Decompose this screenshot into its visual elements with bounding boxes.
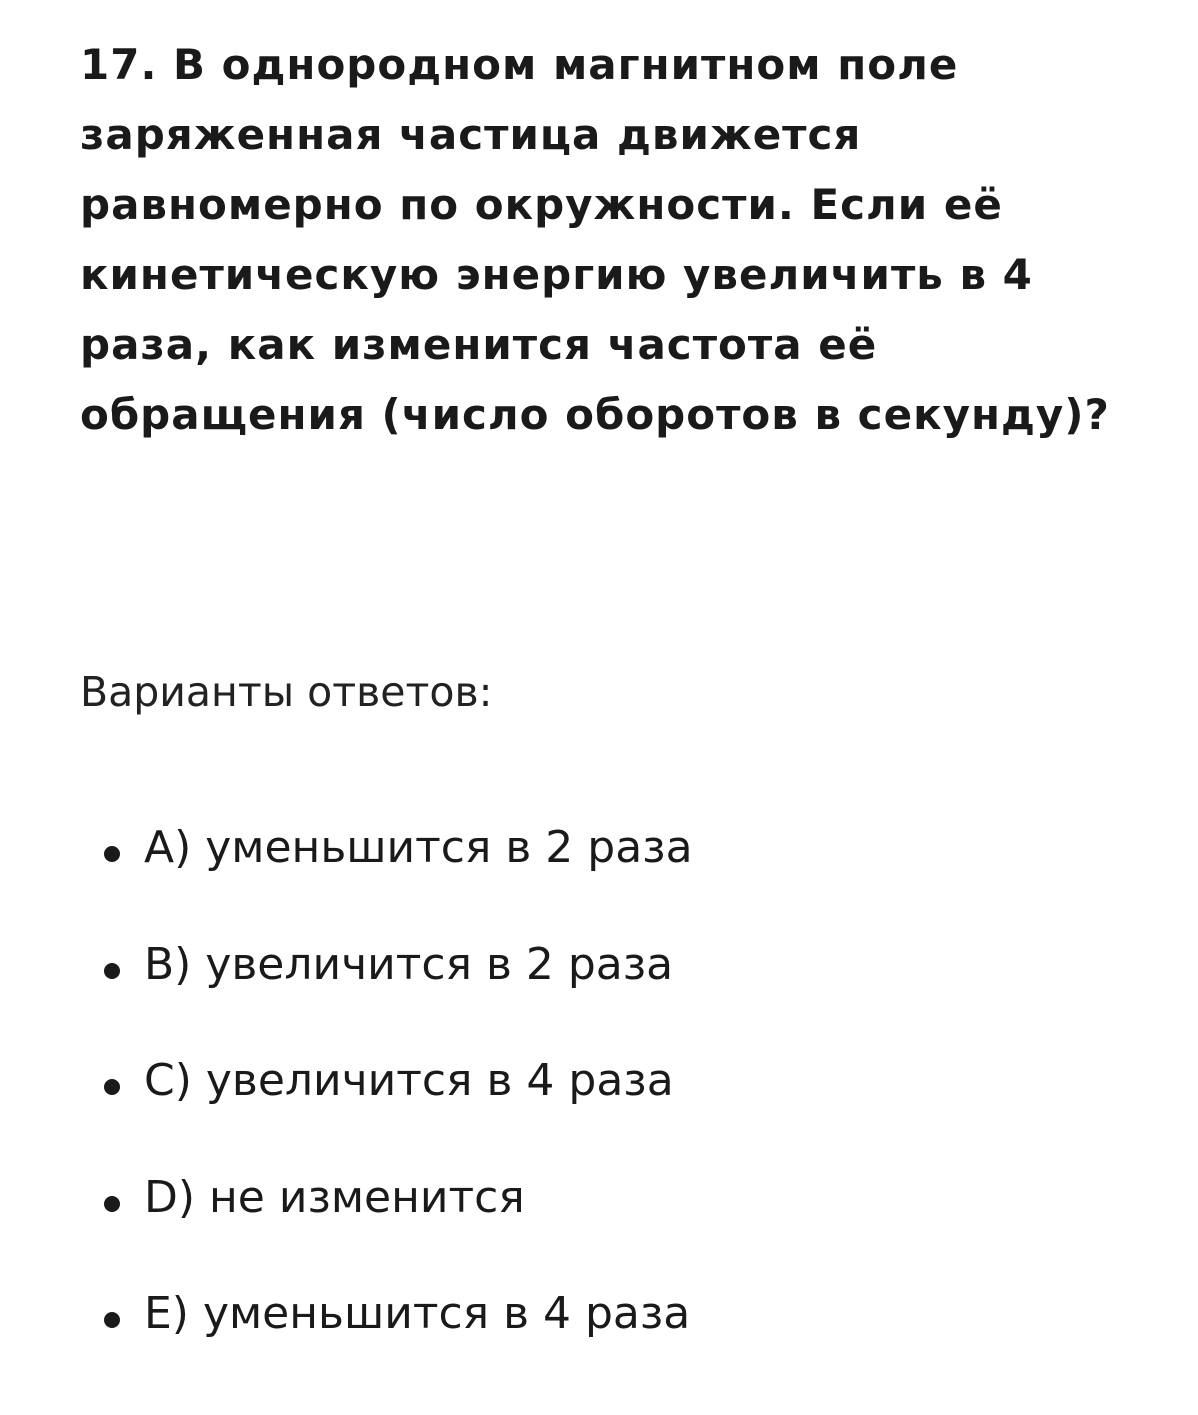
question-text: 17. В однородном магнитном поле заряженная частица движется равномерно по окружности. Если её кинетическую энергию увеличить в 4 раза, как изменится частота её обращения (число оборотов в секунду)? bbox=[80, 40, 1110, 439]
answer-option-label: A) уменьшится в 2 раза bbox=[144, 822, 693, 873]
bullet-dot-icon bbox=[104, 1312, 120, 1328]
answer-option-a[interactable] bbox=[80, 818, 1080, 935]
question-card bbox=[80, 30, 1170, 1339]
answers-heading: Варианты ответов: bbox=[80, 668, 493, 716]
bullet-dot-icon bbox=[104, 846, 120, 862]
answer-options-list bbox=[80, 818, 1080, 1401]
answer-option-c[interactable] bbox=[80, 1051, 1080, 1168]
answer-option-e[interactable] bbox=[80, 1284, 1080, 1401]
answer-option-label: C) увеличится в 4 раза bbox=[144, 1055, 674, 1106]
answer-option-d[interactable] bbox=[80, 1168, 1080, 1285]
answer-option-label: B) увеличится в 2 раза bbox=[144, 938, 674, 990]
answer-option-b[interactable] bbox=[80, 935, 1080, 1052]
bullet-dot-icon bbox=[104, 963, 120, 979]
answer-option-label: D) не изменится bbox=[144, 1171, 525, 1223]
bullet-dot-icon bbox=[104, 1196, 120, 1212]
answer-option-label: E) уменьшится в 4 раза bbox=[144, 1288, 691, 1339]
bullet-dot-icon bbox=[104, 1079, 120, 1095]
